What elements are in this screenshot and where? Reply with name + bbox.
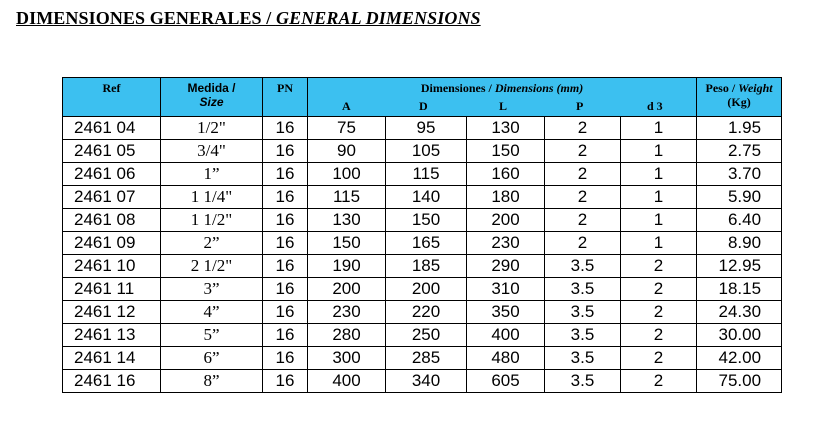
cell-p: 2 — [545, 186, 621, 209]
cell-size: 1 1/4" — [161, 186, 263, 209]
cell-size: 2” — [161, 232, 263, 255]
cell-l: 480 — [467, 347, 545, 370]
cell-pn: 16 — [263, 301, 308, 324]
header-pn — [263, 78, 308, 117]
cell-d: 220 — [386, 301, 467, 324]
table-row — [63, 347, 782, 370]
cell-pn: 16 — [263, 255, 308, 278]
cell-p: 3.5 — [545, 347, 621, 370]
cell-ref: 2461 09 — [63, 232, 161, 255]
cell-l: 350 — [467, 301, 545, 324]
cell-l: 160 — [467, 163, 545, 186]
cell-d3: 1 — [621, 117, 697, 140]
cell-d3: 2 — [621, 347, 697, 370]
header-size-en: Size — [199, 95, 224, 109]
cell-d: 185 — [386, 255, 467, 278]
cell-ref: 2461 12 — [63, 301, 161, 324]
cell-l: 230 — [467, 232, 545, 255]
cell-ref: 2461 11 — [63, 278, 161, 301]
cell-weight: 75.00 — [697, 370, 782, 393]
header-weight-title — [697, 78, 781, 95]
cell-l: 200 — [467, 209, 545, 232]
cell-d3: 1 — [621, 163, 697, 186]
cell-p: 2 — [545, 140, 621, 163]
cell-weight: 1.95 — [697, 117, 782, 140]
cell-size: 2 1/2" — [161, 255, 263, 278]
page-title — [16, 8, 481, 29]
cell-a: 130 — [308, 209, 386, 232]
cell-p: 2 — [545, 209, 621, 232]
cell-l: 290 — [467, 255, 545, 278]
cell-weight: 42.00 — [697, 347, 782, 370]
cell-a: 150 — [308, 232, 386, 255]
cell-a: 190 — [308, 255, 386, 278]
cell-d: 115 — [386, 163, 467, 186]
cell-pn: 16 — [263, 163, 308, 186]
cell-d3: 2 — [621, 370, 697, 393]
table-row — [63, 370, 782, 393]
cell-a: 115 — [308, 186, 386, 209]
cell-a: 230 — [308, 301, 386, 324]
cell-size: 3” — [161, 278, 263, 301]
cell-weight: 24.30 — [697, 301, 782, 324]
header-weight-en: Weight — [738, 81, 773, 95]
cell-weight: 2.75 — [697, 140, 782, 163]
header-col-d3: d 3 — [647, 99, 663, 113]
cell-d: 165 — [386, 232, 467, 255]
header-size — [161, 78, 263, 117]
cell-p: 3.5 — [545, 301, 621, 324]
cell-d3: 2 — [621, 278, 697, 301]
cell-ref: 2461 06 — [63, 163, 161, 186]
header-ref — [63, 78, 161, 117]
table-row — [63, 117, 782, 140]
header-size-es: Medida / — [187, 81, 236, 95]
cell-d3: 2 — [621, 301, 697, 324]
cell-ref: 2461 10 — [63, 255, 161, 278]
cell-pn: 16 — [263, 140, 308, 163]
cell-d: 250 — [386, 324, 467, 347]
header-weight — [697, 78, 782, 117]
cell-l: 180 — [467, 186, 545, 209]
cell-weight: 12.95 — [697, 255, 782, 278]
cell-l: 310 — [467, 278, 545, 301]
cell-d: 105 — [386, 140, 467, 163]
cell-a: 100 — [308, 163, 386, 186]
cell-d3: 1 — [621, 209, 697, 232]
table-row — [63, 232, 782, 255]
table-row — [63, 255, 782, 278]
cell-l: 605 — [467, 370, 545, 393]
cell-size: 1” — [161, 163, 263, 186]
cell-size: 5” — [161, 324, 263, 347]
cell-a: 90 — [308, 140, 386, 163]
table-row — [63, 140, 782, 163]
cell-p: 2 — [545, 117, 621, 140]
header-ref-label: Ref — [102, 81, 121, 95]
cell-pn: 16 — [263, 278, 308, 301]
cell-weight: 3.70 — [697, 163, 782, 186]
cell-d: 200 — [386, 278, 467, 301]
cell-d3: 1 — [621, 232, 697, 255]
cell-ref: 2461 07 — [63, 186, 161, 209]
cell-size: 3/4" — [161, 140, 263, 163]
cell-a: 280 — [308, 324, 386, 347]
header-col-p: P — [576, 99, 584, 113]
table-row — [63, 209, 782, 232]
cell-p: 3.5 — [545, 255, 621, 278]
table-row — [63, 301, 782, 324]
header-dims-es: Dimensiones / — [420, 81, 495, 95]
cell-pn: 16 — [263, 209, 308, 232]
header-weight-unit: (Kg) — [727, 95, 751, 109]
cell-d: 95 — [386, 117, 467, 140]
title-english: GENERAL DIMENSIONS — [275, 8, 481, 28]
cell-a: 200 — [308, 278, 386, 301]
cell-d: 340 — [386, 370, 467, 393]
table-row — [63, 163, 782, 186]
cell-weight: 30.00 — [697, 324, 782, 347]
title-spanish: DIMENSIONES GENERALES / — [16, 8, 276, 28]
cell-pn: 16 — [263, 370, 308, 393]
header-dimensions-inner — [308, 78, 696, 116]
header-pn-label: PN — [277, 81, 293, 95]
cell-d: 285 — [386, 347, 467, 370]
cell-ref: 2461 04 — [63, 117, 161, 140]
cell-pn: 16 — [263, 324, 308, 347]
cell-ref: 2461 16 — [63, 370, 161, 393]
cell-ref: 2461 05 — [63, 140, 161, 163]
cell-p: 2 — [545, 163, 621, 186]
header-weight-es: Peso / — [705, 81, 739, 95]
header-dims-en: Dimensions (mm) — [494, 81, 584, 95]
table-header — [63, 78, 782, 117]
cell-l: 130 — [467, 117, 545, 140]
cell-p: 3.5 — [545, 278, 621, 301]
cell-d3: 2 — [621, 324, 697, 347]
cell-p: 3.5 — [545, 324, 621, 347]
table-row — [63, 324, 782, 347]
cell-size: 1/2" — [161, 117, 263, 140]
cell-weight: 8.90 — [697, 232, 782, 255]
header-col-a: A — [342, 99, 351, 113]
cell-d3: 2 — [621, 255, 697, 278]
cell-weight: 18.15 — [697, 278, 782, 301]
cell-pn: 16 — [263, 347, 308, 370]
cell-d3: 1 — [621, 140, 697, 163]
header-dimensions — [308, 78, 697, 117]
header-dimensions-title — [308, 81, 696, 95]
cell-weight: 5.90 — [697, 186, 782, 209]
cell-size: 6” — [161, 347, 263, 370]
cell-ref: 2461 08 — [63, 209, 161, 232]
table-row — [63, 186, 782, 209]
cell-size: 8” — [161, 370, 263, 393]
table-row — [63, 278, 782, 301]
cell-size: 4” — [161, 301, 263, 324]
cell-a: 75 — [308, 117, 386, 140]
cell-d: 150 — [386, 209, 467, 232]
table-body — [63, 117, 782, 393]
cell-pn: 16 — [263, 232, 308, 255]
header-col-l: L — [499, 99, 508, 113]
cell-pn: 16 — [263, 186, 308, 209]
cell-a: 300 — [308, 347, 386, 370]
header-col-d: D — [419, 99, 428, 113]
cell-l: 150 — [467, 140, 545, 163]
cell-p: 3.5 — [545, 370, 621, 393]
cell-weight: 6.40 — [697, 209, 782, 232]
dimensions-table — [62, 77, 782, 393]
cell-size: 1 1/2" — [161, 209, 263, 232]
cell-d: 140 — [386, 186, 467, 209]
cell-ref: 2461 14 — [63, 347, 161, 370]
cell-l: 400 — [467, 324, 545, 347]
cell-d3: 1 — [621, 186, 697, 209]
cell-a: 400 — [308, 370, 386, 393]
cell-p: 2 — [545, 232, 621, 255]
cell-pn: 16 — [263, 117, 308, 140]
cell-ref: 2461 13 — [63, 324, 161, 347]
